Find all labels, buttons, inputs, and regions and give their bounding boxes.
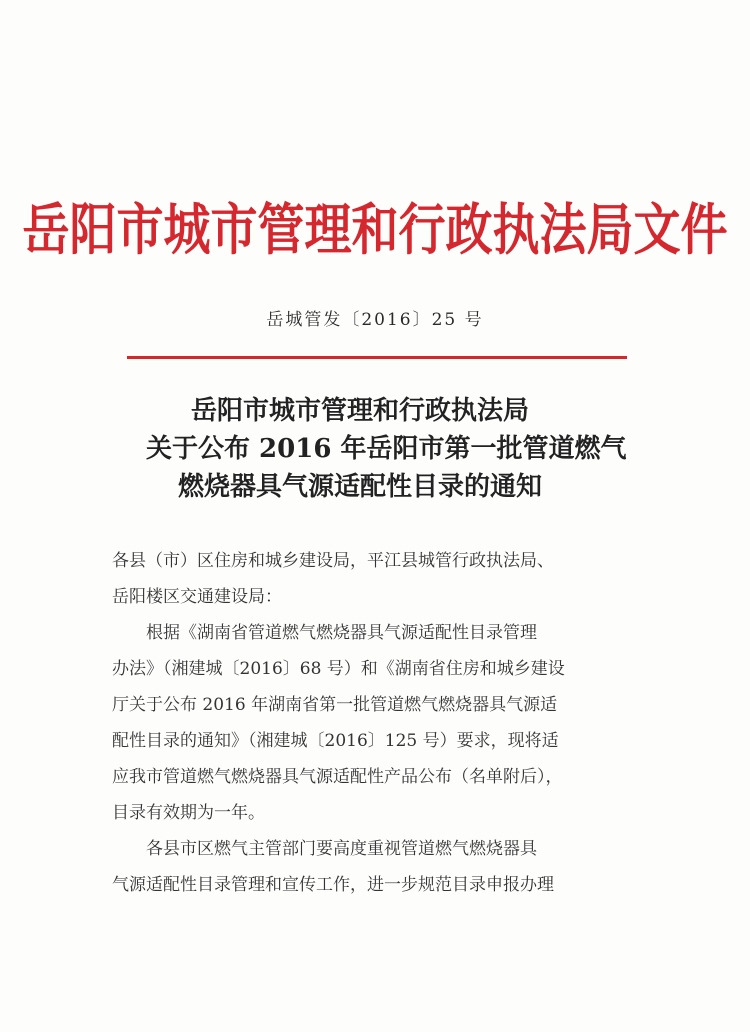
subject-line-2: 关于公布 2016 年岳阳市第一批管道燃气: [146, 434, 627, 464]
notice-body: [112, 543, 632, 903]
subject-line-1: 岳阳市城市管理和行政执法局: [191, 396, 530, 426]
body-line: 办法》（湘建城〔2016〕68 号）和《湖南省住房和城乡建设: [112, 659, 565, 679]
body-line-addressee-1: 各县（市）区住房和城乡建设局，平江县城管行政执法局、: [112, 551, 554, 571]
document-header-title: 岳阳市城市管理和行政执法局文件: [22, 198, 728, 264]
body-line: 厅关于公布 2016 年湖南省第一批管道燃气燃烧器具气源适: [112, 695, 558, 715]
header-divider: [127, 356, 627, 359]
body-line: 应我市管道燃气燃烧器具气源适配性产品公布（名单附后），: [112, 767, 563, 787]
document-number: 岳城管发〔2016〕25 号: [266, 310, 484, 330]
body-line: 气源适配性目录管理和宣传工作，进一步规范目录申报办理: [112, 875, 554, 895]
body-line: 目录有效期为一年。: [112, 803, 265, 823]
body-line: 根据《湖南省管道燃气燃烧器具气源适配性目录管理: [146, 623, 537, 643]
body-line: 各县市区燃气主管部门要高度重视管道燃气燃烧器具: [146, 839, 537, 859]
subject-line-3: 燃烧器具气源适配性目录的通知: [178, 472, 543, 502]
body-line: 配性目录的通知》（湘建城〔2016〕125 号）要求，现将适: [112, 731, 559, 751]
body-line-addressee-2: 岳阳楼区交通建设局：: [112, 587, 282, 607]
